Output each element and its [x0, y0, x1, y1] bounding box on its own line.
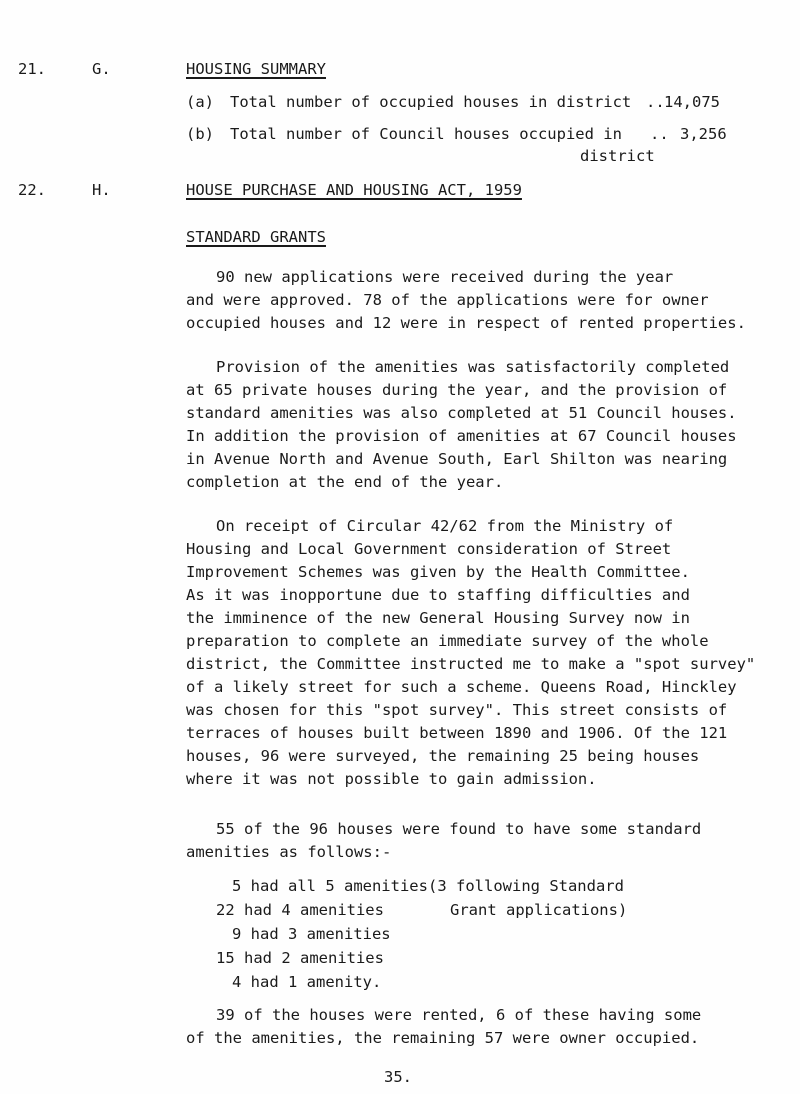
paragraph-line: completion at the end of the year. — [186, 473, 504, 491]
paragraph-line: district, the Committee instructed me to make a "spot survey" — [186, 655, 756, 673]
paragraph-line: of the amenities, the remaining 57 were owner occupied. — [186, 1029, 700, 1047]
paragraph-line: terraces of houses built between 1890 and 1906. Of the 121 — [186, 724, 728, 742]
section-letter-g: G. — [92, 60, 111, 78]
item-b-leader: .. — [650, 125, 669, 143]
item-b-text: Total number of Council houses occupied in — [230, 125, 622, 143]
list-item: 4 had 1 amenity. — [232, 973, 382, 991]
paragraph-line: amenities as follows:- — [186, 843, 392, 861]
paragraph-applications — [186, 266, 786, 335]
paragraph-line: 55 of the 96 houses were found to have some standard — [216, 820, 702, 838]
paragraph-line: standard amenities was also completed at 51 Council houses. — [186, 404, 737, 422]
paragraph-line: 39 of the houses were rented, 6 of these having some — [216, 1006, 702, 1024]
list-item: 22 had 4 amenities — [216, 901, 384, 919]
housing-summary-heading: HOUSING SUMMARY — [186, 60, 326, 78]
paragraph-line: 90 new applications were received during the year — [216, 268, 674, 286]
paragraph-line: at 65 private houses during the year, and the provision of — [186, 381, 728, 399]
paragraph-provision — [186, 356, 786, 494]
paragraph-line: where it was not possible to gain admission. — [186, 770, 597, 788]
note-line: Grant applications) — [450, 901, 628, 919]
item-a-label: (a) — [186, 93, 214, 111]
paragraph-line: On receipt of Circular 42/62 from the Ministry of — [216, 517, 674, 535]
section-number-21: 21. — [18, 60, 46, 78]
item-b-value: 3,256 — [680, 125, 727, 143]
page-number: 35. — [384, 1068, 412, 1086]
item-a-value: 14,075 — [664, 93, 720, 111]
paragraph-line: preparation to complete an immediate survey of the whole — [186, 632, 709, 650]
paragraph-line: Provision of the amenities was satisfactorily completed — [216, 358, 730, 376]
paragraph-line: in Avenue North and Avenue South, Earl Shilton was nearing — [186, 450, 728, 468]
list-item: 5 had all 5 amenities — [232, 877, 428, 895]
note-line: (3 following Standard — [428, 877, 624, 895]
paragraph-line: of a likely street for such a scheme. Queens Road, Hinckley — [186, 678, 737, 696]
item-a-leader: .. — [646, 93, 665, 111]
paragraph-line: In addition the provision of amenities at 67 Council houses — [186, 427, 737, 445]
list-item: 15 had 2 amenities — [216, 949, 384, 967]
paragraph-circular — [186, 515, 786, 791]
standard-grants-subheading: STANDARD GRANTS — [186, 228, 326, 246]
item-b-text-continued: district — [580, 147, 655, 165]
amenity-note — [428, 874, 627, 922]
paragraph-line: Housing and Local Government consideration of Street — [186, 540, 672, 558]
section-letter-h: H. — [92, 181, 111, 199]
paragraph-line: was chosen for this "spot survey". This street consists of — [186, 701, 728, 719]
paragraph-line: the imminence of the new General Housing Survey now in — [186, 609, 690, 627]
paragraph-line: Improvement Schemes was given by the Health Committee. — [186, 563, 690, 581]
paragraph-line: and were approved. 78 of the applications were for owner — [186, 291, 709, 309]
item-a-text: Total number of occupied houses in district — [230, 93, 632, 111]
amenity-list — [216, 874, 428, 994]
paragraph-line: occupied houses and 12 were in respect of rented properties. — [186, 314, 746, 332]
paragraph-line: houses, 96 were surveyed, the remaining 25 being houses — [186, 747, 700, 765]
paragraph-found — [186, 818, 786, 864]
paragraph-line: As it was inopportune due to staffing difficulties and — [186, 586, 690, 604]
section-number-22: 22. — [18, 181, 46, 199]
paragraph-rented — [186, 1004, 786, 1050]
house-purchase-heading: HOUSE PURCHASE AND HOUSING ACT, 1959 — [186, 181, 522, 199]
list-item: 9 had 3 amenities — [232, 925, 391, 943]
item-b-label: (b) — [186, 125, 214, 143]
